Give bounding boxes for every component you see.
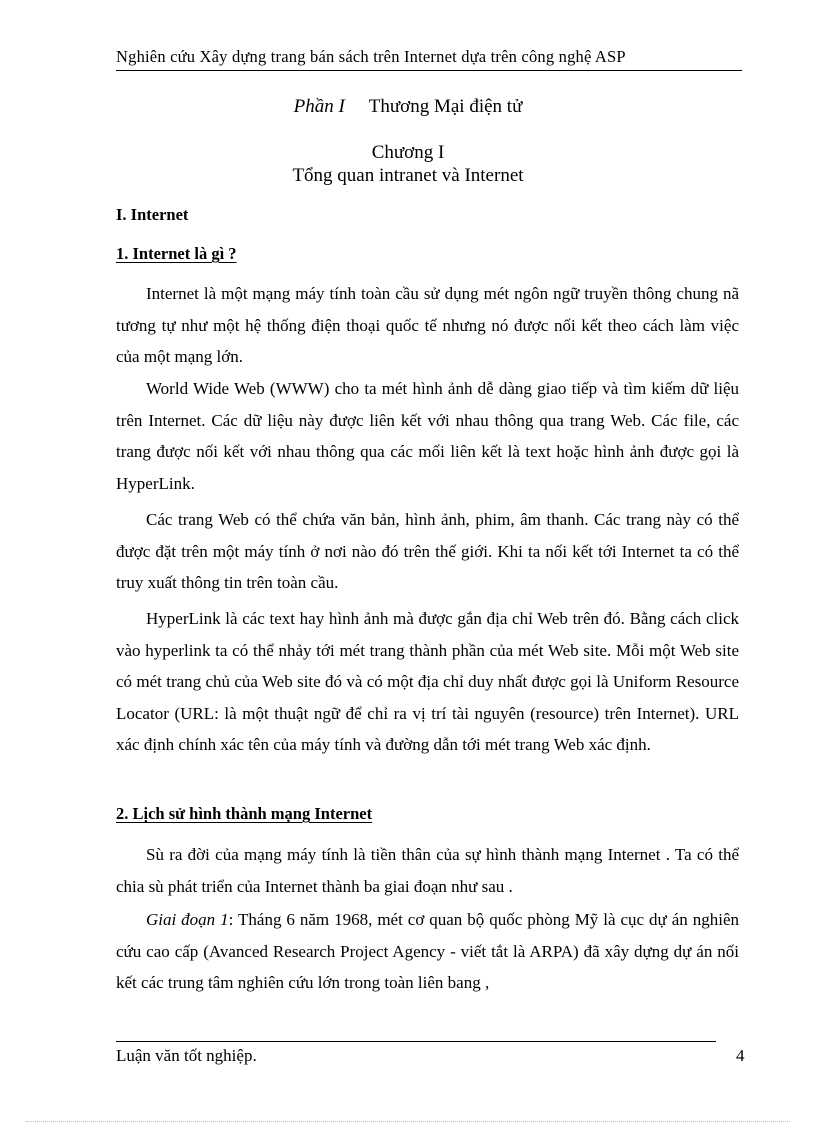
paragraph-stage-1 — [116, 904, 739, 999]
paragraph: Internet là một mạng máy tính toàn cầu sử dụng mét ngôn ngữ truyền thông chung nã tương tự như một hệ thống điện thoại quốc tế nhưng nó được nối kết theo cách làm việc của một mạng lớn. — [116, 284, 739, 366]
paragraph: World Wide Web (WWW) cho ta mét hình ảnh dễ dàng giao tiếp và tìm kiếm dữ liệu trên Internet. Các dữ liệu này được liên kết với nhau thông qua trang Web. Các file, các trang được nối kết với nhau thông qua các mối liên kết là text hoặc hình ảnh được gọi là HyperLink. — [116, 379, 739, 493]
page-edge-dotted-line — [26, 1121, 790, 1122]
stage-text: : Tháng 6 năm 1968, mét cơ quan bộ quốc phòng Mỹ là cục dự án nghiên cứu cao cấp (Avanced Research Project Agency - viết tắt là ARPA) đã xây dựng dự án nối kết các trung tâm nghiên cứu lớn trong toàn liên bang , — [116, 910, 739, 992]
part-label: Phần I — [293, 96, 345, 117]
subsection-heading-1: 1. Internet là gì ? — [116, 244, 237, 263]
running-header: Nghiên cứu Xây dựng trang bán sách trên Internet dựa trên công nghệ ASP — [116, 44, 742, 71]
paragraph: HyperLink là các text hay hình ảnh mà được gắn địa chỉ Web trên đó. Bằng cách click vào hyperlink ta có thể nhảy tới mét trang thành phần của mét Web site. Mỗi một Web site có mét trang chủ của Web site đó và có một địa chỉ duy nhất được gọi là Uniform Resource Locator (URL: là một thuật ngữ để chỉ ra vị trí tài nguyên (resource) trên Internet). URL xác định chính xác tên của máy tính và đường dẫn tới mét trang Web xác định. — [116, 609, 739, 754]
paragraph: Sù ra đời của mạng máy tính là tiền thân của sự hình thành mạng Internet . Ta có thể chia sù phát triển của Internet thành ba giai đoạn như sau . — [116, 845, 739, 896]
page-number: 4 — [736, 1046, 745, 1065]
part-title — [0, 94, 816, 120]
footer-divider — [116, 1041, 716, 1042]
stage-label: Giai đoạn 1 — [146, 910, 229, 929]
footer-text: Luận văn tốt nghiệp. — [116, 1046, 257, 1065]
section-heading: I. Internet — [116, 205, 189, 224]
part-name: Thương Mại điện tử — [368, 96, 523, 117]
chapter-label: Chương I — [371, 142, 445, 163]
chapter-title: Tổng quan intranet và Internet — [292, 165, 524, 186]
subsection-heading-2: 2. Lịch sử hình thành mạng Internet — [116, 804, 373, 823]
paragraph: Các trang Web có thể chứa văn bản, hình ảnh, phim, âm thanh. Các trang này có thể được đặt trên một máy tính ở nơi nào đó trên thế giới. Khi ta nối kết tới Internet ta có thể truy xuất thông tin trên toàn cầu. — [116, 510, 739, 592]
